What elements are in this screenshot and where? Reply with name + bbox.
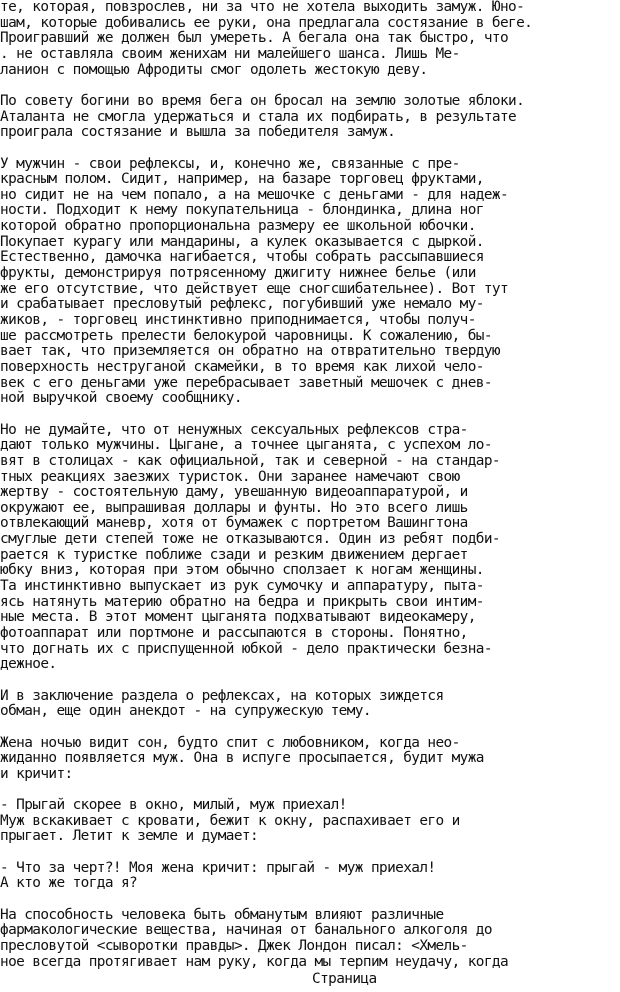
text-line: но сидит не на чем попало, а на мешочке с деньгами - для надеж- bbox=[0, 186, 509, 203]
text-line: ности. Подходит к нему покупательница - блондинка, длина ног bbox=[0, 202, 484, 219]
text-line: И в заключение раздела о рефлексах, на которых зиждется bbox=[0, 687, 444, 704]
text-line: фармакологические вещества, начиная от банального алкоголя до bbox=[0, 922, 492, 939]
text-line: жиков, - торговец инстинктивно приподнимается, чтобы получ- bbox=[0, 312, 476, 328]
text-line: проиграла состязание и вышла за победителя замуж. bbox=[0, 124, 396, 141]
text-line: ные места. В этот момент цыганята подхватывают видеокамеру, bbox=[0, 609, 476, 626]
text-line: ной выручкой своему сообщнику. bbox=[0, 390, 242, 407]
text-line: окружают ее, выпрашивая доллары и фунты. Но это всего лишь bbox=[0, 499, 468, 516]
text-line: А кто же тогда я? bbox=[0, 875, 138, 892]
text-line: - Прыгай скорее в окно, милый, муж приехал! bbox=[0, 797, 347, 814]
text-line: Проигравший же должен был умереть. А бегала она так быстро, что bbox=[0, 30, 509, 47]
text-line: которой обратно пропорциональна размеру ее школьной юбочки. bbox=[0, 218, 476, 235]
text-line: На способность человека быть обманутым влияют различные bbox=[0, 906, 444, 923]
page-footer: Страница bbox=[312, 971, 377, 987]
text-line: век с его деньгами уже перебрасывает заветный мешочек с днев- bbox=[0, 374, 492, 391]
text-line: ше рассмотреть прелести белокурой чаровницы. К сожалению, бы- bbox=[0, 327, 492, 344]
text-line: дают только мужчины. Цыгане, а точнее цыганята, с успехом ло- bbox=[0, 437, 492, 454]
text-line: красным полом. Сидит, например, на базаре торговец фруктами, bbox=[0, 171, 484, 188]
text-line: Муж вскакивает с кровати, бежит к окну, распахивает его и bbox=[0, 812, 460, 829]
text-line: обман, еще один анекдот - на супружескую тему. bbox=[0, 703, 371, 720]
text-line: Покупает курагу или мандарины, а кулек оказывается с дыркой. bbox=[0, 233, 484, 250]
text-line: По совету богини во время бега он бросал на землю золотые яблоки. bbox=[0, 92, 525, 109]
text-line: что догнать их с приспущенной юбкой - дело практически безна- bbox=[0, 640, 492, 657]
text-line: прыгает. Летит к земле и думает: bbox=[0, 828, 259, 845]
text-line: ное всегда протягивает нам руку, когда мы терпим неудачу, когда bbox=[0, 953, 509, 970]
text-line: фрукты, демонстрируя потрясенному джигиту нижнее белье (или bbox=[0, 265, 476, 282]
text-line: Но не думайте, что от ненужных сексуальных рефлексов стра- bbox=[0, 421, 468, 438]
text-line: - Что за черт?! Моя жена кричит: прыгай - муж приехал! bbox=[0, 859, 436, 876]
text-line: жиданно появляется муж. Она в испуге просыпается, будит мужа bbox=[0, 750, 484, 767]
text-line: отвлекающий маневр, хотя от бумажек с портретом Вашингтона bbox=[0, 515, 468, 532]
text-line: У мужчин - свои рефлексы, и, конечно же, связанные с пре- bbox=[0, 155, 460, 172]
text-line: рается к туристке поближе сзади и резким движением дергает bbox=[0, 546, 468, 563]
text-line: и кричит: bbox=[0, 765, 73, 782]
text-line: шам, которые добивались ее руки, она предлагала состязание в беге. bbox=[0, 14, 533, 31]
text-line: вят в столицах - как официальной, так и северной - на стандар- bbox=[0, 452, 500, 469]
text-line: пресловутой <сыворотки правды>. Джек Лондон писал: <Хмель- bbox=[0, 938, 468, 954]
text-line: смуглые дети степей тоже не отказываются. Один из ребят подби- bbox=[0, 531, 500, 548]
text-line: жертву - состоятельную даму, увешанную видеоаппаратурой, и bbox=[0, 484, 468, 501]
text-line: тных реакциях заезжих туристок. Они заранее намечают свою bbox=[0, 468, 460, 485]
text-line: те, которая, повзрослев, ни за что не хотела выходить замуж. Юно- bbox=[0, 0, 525, 15]
text-line: фотоаппарат или портмоне и рассыпаются в стороны. Понятно, bbox=[0, 625, 468, 641]
text-line: и срабатывает пресловутый рефлекс, погубивший уже немало му- bbox=[0, 296, 484, 313]
text-line: дежное. bbox=[0, 656, 57, 673]
text-line: поверхность неструганой скамейки, в то время как лихой чело- bbox=[0, 358, 484, 375]
text-line: Жена ночью видит сон, будто спит с любовником, когда нео- bbox=[0, 734, 460, 751]
text-line: ясь натянуть материю обратно на бедра и прикрыть свои интим- bbox=[0, 593, 484, 610]
text-line: юбку вниз, которая при этом обычно сползает к ногам женщины. bbox=[0, 562, 484, 579]
text-line: Аталанта не смогла удержаться и стала их подбирать, в результате bbox=[0, 108, 517, 125]
text-line: же его отсутствие, что действует еще сногсшибательнее). Вот тут bbox=[0, 280, 509, 297]
text-line: ланион с помощью Афродиты смог одолеть жестокую деву. bbox=[0, 61, 428, 78]
text-line: вает так, что приземляется он обратно на отвратительно твердую bbox=[0, 343, 500, 360]
text-line: Та инстинктивно выпускает из рук сумочку и аппаратуру, пыта- bbox=[0, 578, 484, 595]
text-line: Естественно, дамочка нагибается, чтобы собрать рассыпавшиеся bbox=[0, 249, 484, 266]
text-line: . не оставляла своим женихам ни малейшего шанса. Лишь Ме- bbox=[0, 45, 460, 62]
